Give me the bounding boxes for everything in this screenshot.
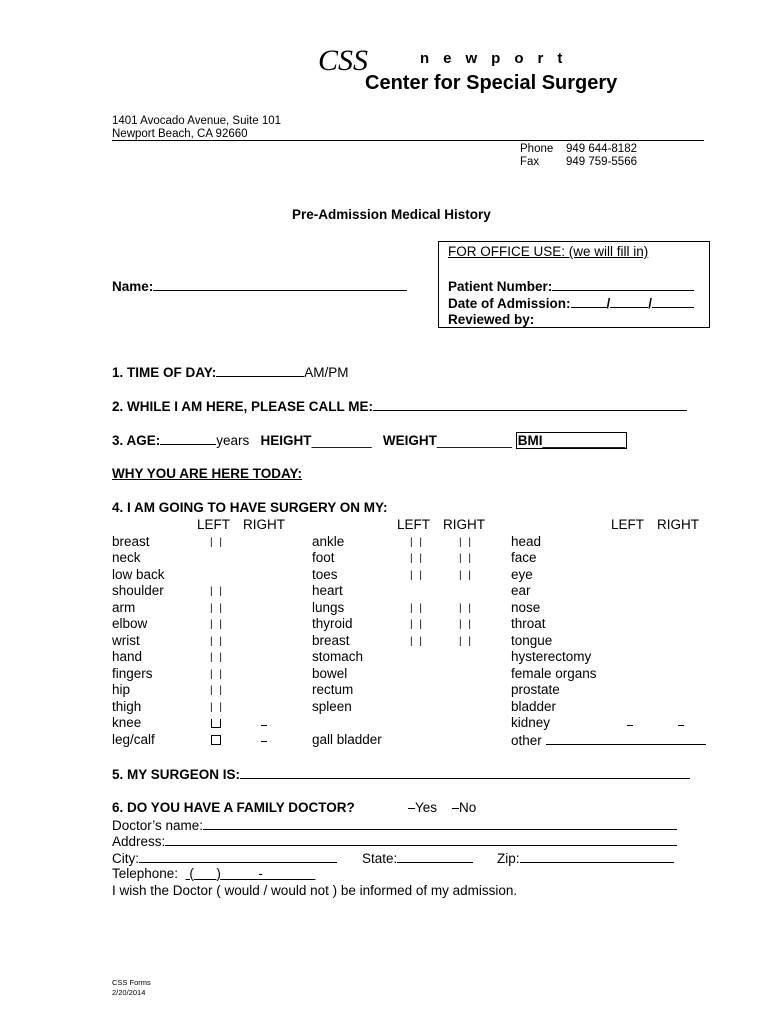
list-item: eye xyxy=(511,567,533,582)
bmi-field: BMI___________ xyxy=(517,433,626,448)
list-item: lungs xyxy=(312,600,345,615)
list-item: gall bladder xyxy=(312,732,382,747)
checkbox[interactable] xyxy=(261,741,267,742)
list-item: hysterectomy xyxy=(511,649,592,664)
checkbox[interactable]: | | xyxy=(210,537,224,548)
surgery-heading: 4. I AM GOING TO HAVE SURGERY ON MY: xyxy=(112,500,388,515)
doctor-city-field[interactable]: City: xyxy=(112,850,337,866)
list-item: bladder xyxy=(511,699,557,714)
list-item: tongue xyxy=(511,633,553,648)
col1-left-header: LEFT xyxy=(197,517,231,532)
surgeon-field[interactable]: 5. MY SURGEON IS: xyxy=(112,766,690,782)
checkbox[interactable]: | | xyxy=(459,636,473,647)
col2-left-header: LEFT xyxy=(397,517,431,532)
list-item: wrist xyxy=(112,633,140,648)
list-item: kidney xyxy=(511,715,551,730)
list-item: knee xyxy=(112,715,142,730)
footer-form-name: CSS Forms xyxy=(112,978,151,987)
list-item: head xyxy=(511,534,542,549)
checkbox[interactable]: | | xyxy=(410,537,424,548)
checkbox[interactable]: | | xyxy=(210,586,224,597)
call-me-field[interactable]: 2. WHILE I AM HERE, PLEASE CALL ME: xyxy=(112,398,687,414)
list-item: ear xyxy=(511,583,531,598)
checkbox[interactable]: | | xyxy=(459,619,473,630)
list-item: throat xyxy=(511,616,546,631)
checkbox[interactable]: | | xyxy=(410,619,424,630)
list-item: thyroid xyxy=(312,616,353,631)
checkbox[interactable]: | | xyxy=(410,636,424,647)
list-item: foot xyxy=(312,550,335,565)
list-item: spleen xyxy=(312,699,352,714)
logo-newport: newport xyxy=(420,50,577,67)
no-option[interactable]: No xyxy=(452,800,476,815)
col3-left-header: LEFT xyxy=(611,517,645,532)
yes-option[interactable]: Yes xyxy=(408,800,437,815)
logo-name: Center for Special Surgery xyxy=(365,72,618,94)
list-item: heart xyxy=(312,583,343,598)
checkbox[interactable] xyxy=(211,719,221,728)
footer-date: 2/20/2014 xyxy=(112,988,146,997)
list-item: toes xyxy=(312,567,338,582)
time-of-day-field[interactable]: 1. TIME OF DAY: AM/PM xyxy=(112,365,349,380)
list-item: leg/calf xyxy=(112,732,155,747)
checkbox[interactable]: | | xyxy=(210,652,224,663)
checkbox[interactable]: | | xyxy=(210,702,224,713)
why-heading: WHY YOU ARE HERE TODAY: xyxy=(112,466,303,481)
fax-label: Fax xyxy=(520,156,540,168)
list-item: hip xyxy=(112,682,131,697)
checkbox[interactable]: | | xyxy=(210,669,224,680)
office-heading: FOR OFFICE USE: (we will fill in) xyxy=(448,244,649,259)
list-item: rectum xyxy=(312,682,354,697)
list-item: face xyxy=(511,550,537,565)
logo-mark: CSS xyxy=(318,44,369,77)
checkbox[interactable] xyxy=(261,725,267,726)
reviewed-by-label: Reviewed by: xyxy=(448,312,535,327)
doctor-name-field[interactable]: Doctor’s name: xyxy=(112,817,677,833)
list-item: low back xyxy=(112,567,165,582)
phone-number: 949 644-8182 xyxy=(566,143,637,155)
age-height-weight-row[interactable]: 3. AGE: years HEIGHT________ WEIGHT__________ BMI___________ xyxy=(112,433,626,448)
checkbox[interactable]: | | xyxy=(459,537,473,548)
fax-number: 949 759-5566 xyxy=(566,156,637,168)
list-item: ankle xyxy=(312,534,345,549)
phone-label: Phone xyxy=(520,143,554,155)
list-item: nose xyxy=(511,600,541,615)
doctor-state-field[interactable]: State: xyxy=(362,850,473,866)
address-line2: Newport Beach, CA 92660 xyxy=(112,128,248,140)
checkbox[interactable]: | | xyxy=(410,553,424,564)
col2-right-header: RIGHT xyxy=(443,517,485,532)
checkbox[interactable]: | | xyxy=(459,603,473,614)
list-item: neck xyxy=(112,550,141,565)
col1-right-header: RIGHT xyxy=(243,517,285,532)
list-item: female organs xyxy=(511,666,597,681)
list-item: stomach xyxy=(312,649,364,664)
address-line1: 1401 Avocado Avenue, Suite 101 xyxy=(112,115,282,127)
checkbox[interactable] xyxy=(211,735,221,745)
patient-number-field[interactable]: Patient Number: xyxy=(448,278,694,294)
list-item: breast xyxy=(112,534,150,549)
checkbox[interactable]: | | xyxy=(410,603,424,614)
checkbox[interactable] xyxy=(678,725,684,726)
list-item: hand xyxy=(112,649,143,664)
checkbox[interactable] xyxy=(627,725,633,726)
header-rule xyxy=(112,140,704,141)
date-of-admission-field[interactable]: Date of Admission: / / xyxy=(448,295,694,311)
list-item: prostate xyxy=(511,682,560,697)
page-title: Pre-Admission Medical History xyxy=(292,207,491,222)
doctor-zip-field[interactable]: Zip: xyxy=(497,850,674,866)
list-item: bowel xyxy=(312,666,348,681)
checkbox[interactable]: | | xyxy=(210,636,224,647)
family-doctor-question: 6. DO YOU HAVE A FAMILY DOCTOR? xyxy=(112,800,355,815)
other-field[interactable]: other xyxy=(511,732,706,748)
checkbox[interactable]: | | xyxy=(210,619,224,630)
list-item: elbow xyxy=(112,616,148,631)
checkbox[interactable]: | | xyxy=(410,570,424,581)
doctor-address-field[interactable]: Address: xyxy=(112,833,677,849)
list-item: breast xyxy=(312,633,350,648)
col3-right-header: RIGHT xyxy=(657,517,699,532)
list-item: thigh xyxy=(112,699,142,714)
list-item: arm xyxy=(112,600,136,615)
list-item: fingers xyxy=(112,666,153,681)
list-item: shoulder xyxy=(112,583,164,598)
checkbox[interactable]: | | xyxy=(459,570,473,581)
name-field[interactable]: Name: xyxy=(112,278,407,294)
inform-doctor-statement: I wish the Doctor ( would / would not ) be informed of my admission. xyxy=(112,883,518,898)
checkbox[interactable]: | | xyxy=(459,553,473,564)
doctor-telephone-field[interactable]: Telephone: ( ) - xyxy=(112,866,263,881)
checkbox[interactable]: | | xyxy=(210,603,224,614)
checkbox[interactable]: | | xyxy=(210,685,224,696)
